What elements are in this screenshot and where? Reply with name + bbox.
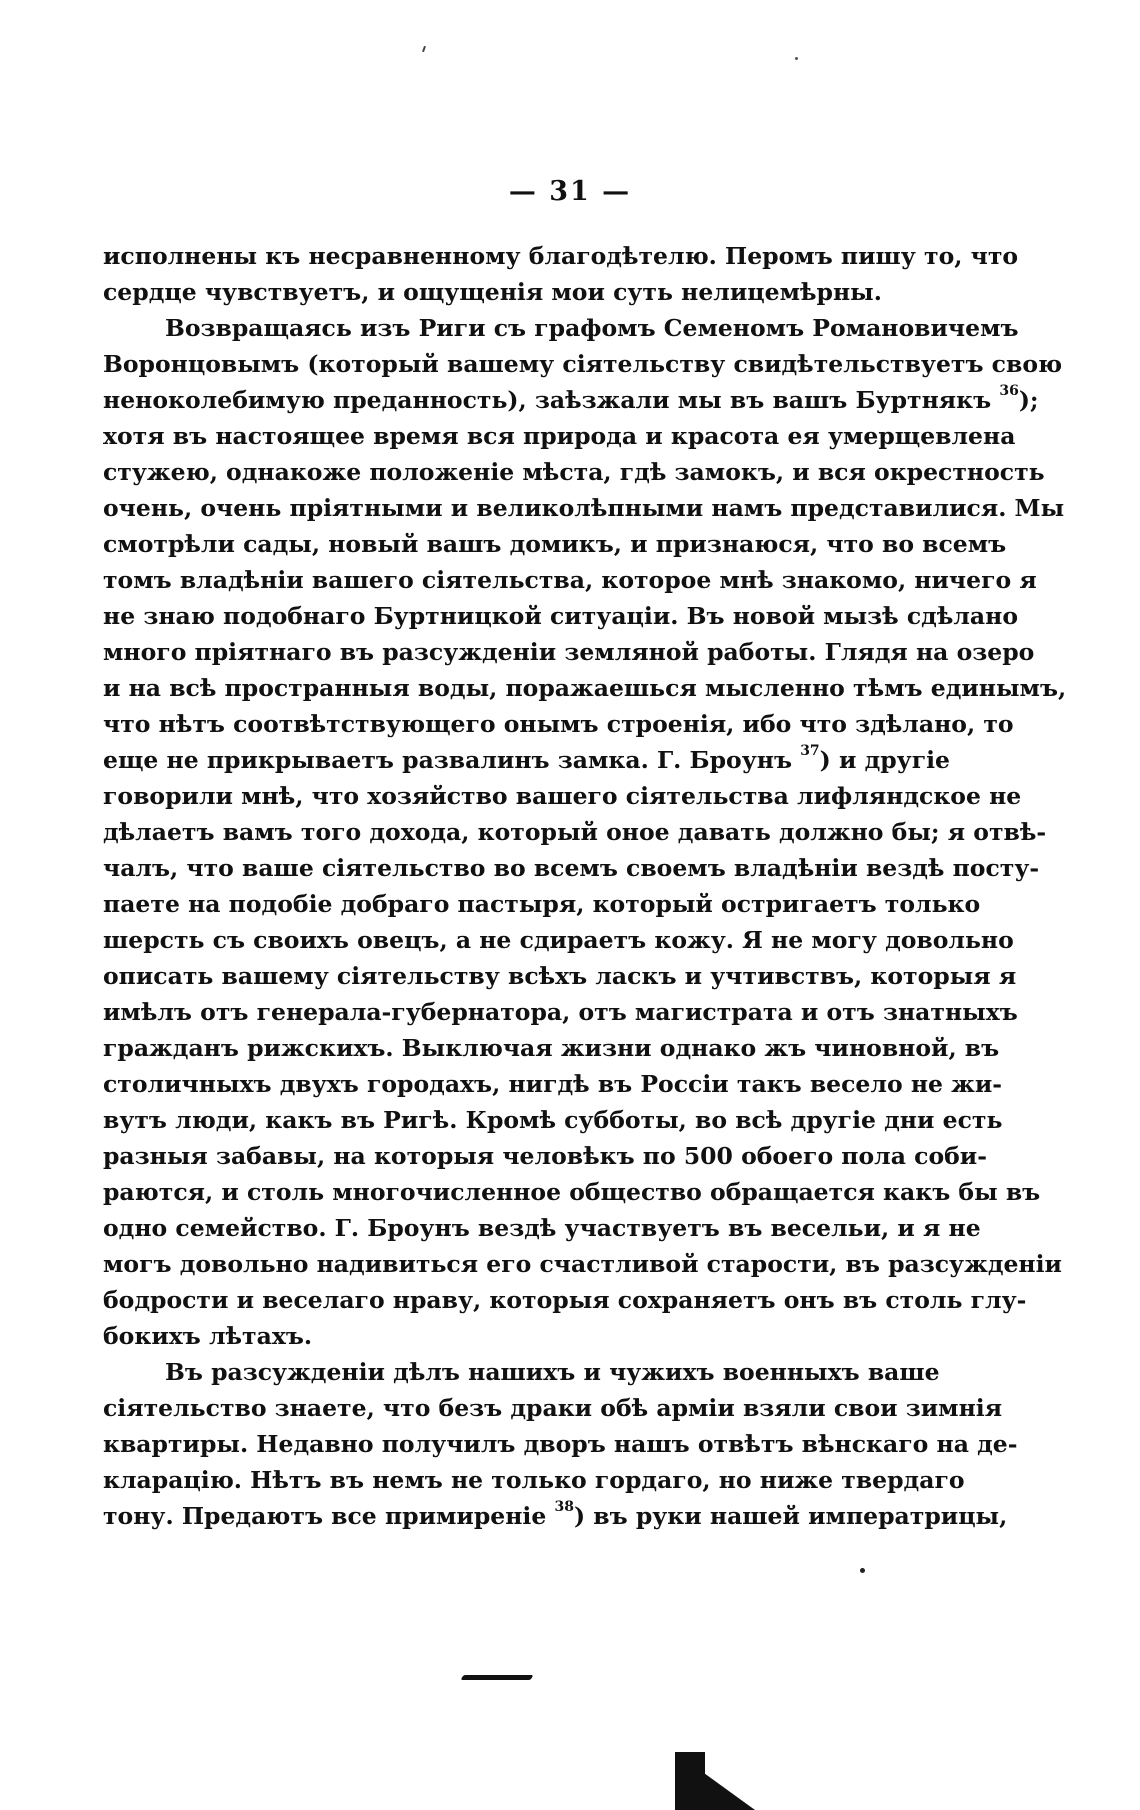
text-line: бокихъ лѣтахъ. — [103, 1322, 313, 1350]
text-line: квартиры. Недавно получилъ дворъ нашъ отвѣтъ вѣнскаго на де- — [103, 1430, 1018, 1458]
text-line: много пріятнаго въ разсужденіи земляной работы. Глядя на озеро — [103, 638, 1035, 666]
text-line: паете на подобіе добраго пастыря, который остригаетъ только — [103, 890, 981, 918]
scan-speck-dot — [860, 1568, 865, 1573]
text-line: кларацію. Нѣтъ въ немъ не только гордаго, но ниже твердаго — [103, 1466, 965, 1494]
text-line — [103, 1498, 1008, 1534]
scan-speck-dot — [795, 57, 798, 60]
text-line: смотрѣли сады, новый вашъ домикъ, и признаюся, что во всемъ — [103, 530, 1007, 558]
text-line: вутъ люди, какъ въ Ригѣ. Кромѣ субботы, во всѣ другіе дни есть — [103, 1106, 1003, 1134]
text-line: хотя въ настоящее время вся природа и красота ея умерщевлена — [103, 422, 1016, 450]
text-line: сердце чувствуетъ, и ощущенія мои суть нелицемѣрны. — [103, 278, 882, 306]
text-line: столичныхъ двухъ городахъ, нигдѣ въ Россіи такъ весело не жи- — [103, 1070, 1003, 1098]
text-line: Въ разсужденіи дѣлъ нашихъ и чужихъ военныхъ ваше — [165, 1358, 940, 1386]
text-line: разныя забавы, на которыя человѣкъ по 500 обоего пола соби- — [103, 1142, 987, 1170]
text-line: бодрости и веселаго нраву, которыя сохраняетъ онъ въ столь глу- — [103, 1286, 1027, 1314]
text-line: говорили мнѣ, что хозяйство вашего сіятельства лифляндское не — [103, 782, 1022, 810]
footnote-ref: 36 — [999, 383, 1019, 399]
text-line: имѣлъ отъ генерала-губернатора, отъ магистрата и отъ знатныхъ — [103, 998, 1018, 1026]
body-text — [103, 238, 1067, 1534]
page-number: — 31 — — [508, 176, 632, 207]
text-line: гражданъ рижскихъ. Выключая жизни однако жъ чиновной, въ — [103, 1034, 1000, 1062]
text-line: что нѣтъ соотвѣтствующего онымъ строенія, ибо что здѣлано, то — [103, 710, 1014, 738]
text-line: могъ довольно надивиться его счастливой старости, въ разсужденіи — [103, 1250, 1062, 1278]
text-segment: тону. Предаютъ все примиреніе — [103, 1502, 555, 1530]
text-line: томъ владѣніи вашего сіятельства, которое мнѣ знакомо, ничего я — [103, 566, 1037, 594]
scan-speck-top — [422, 46, 426, 52]
scan-smudge-dash — [461, 1675, 534, 1680]
text-line: описать вашему сіятельству всѣхъ ласкъ и учтивствъ, которыя я — [103, 962, 1017, 990]
text-segment: ) и другіе — [819, 746, 951, 774]
text-line: стужею, однакоже положеніе мѣста, гдѣ замокъ, и вся окрестность — [103, 458, 1045, 486]
text-line: очень, очень пріятными и великолѣпными намъ представилися. Мы — [103, 494, 1065, 522]
scan-blot-edge — [675, 1752, 755, 1810]
text-line: шерсть съ своихъ овецъ, а не сдираетъ кожу. Я не могу довольно — [103, 926, 1014, 954]
text-line: сіятельство знаете, что безъ драки обѣ арміи взяли свои зимнія — [103, 1394, 1003, 1422]
text-line: одно семейство. Г. Броунъ вездѣ участвуетъ въ весельи, и я не — [103, 1214, 981, 1242]
text-line: и на всѣ пространныя воды, поражаешься мысленно тѣмъ единымъ, — [103, 674, 1067, 702]
footnote-ref: 37 — [800, 743, 820, 759]
text-line — [103, 742, 951, 778]
text-line: дѣлаетъ вамъ того дохода, который оное давать должно бы; я отвѣ- — [103, 818, 1047, 846]
text-line: не знаю подобнаго Буртницкой ситуаціи. Въ новой мызѣ сдѣлано — [103, 602, 1019, 630]
text-line — [103, 382, 1039, 418]
text-segment: ) въ руки нашей императрицы, — [573, 1502, 1008, 1530]
text-segment: неноколебимую преданность), заѣзжали мы въ вашъ Буртнякъ — [103, 386, 1000, 414]
text-segment: еще не прикрываетъ развалинъ замка. Г. Броунъ — [103, 746, 801, 774]
text-segment: ); — [1018, 386, 1039, 414]
text-line: раются, и столь многочисленное общество обращается какъ бы въ — [103, 1178, 1041, 1206]
text-line: чалъ, что ваше сіятельство во всемъ своемъ владѣніи вездѣ посту- — [103, 854, 1040, 882]
footnote-ref: 38 — [554, 1499, 574, 1515]
text-line: Возвращаясь изъ Риги съ графомъ Семеномъ Романовичемъ — [165, 314, 1019, 342]
text-line: Воронцовымъ (который вашему сіятельству свидѣтельствуетъ свою — [103, 350, 1063, 378]
text-line: исполнены къ несравненному благодѣтелю. Перомъ пишу то, что — [103, 242, 1019, 270]
